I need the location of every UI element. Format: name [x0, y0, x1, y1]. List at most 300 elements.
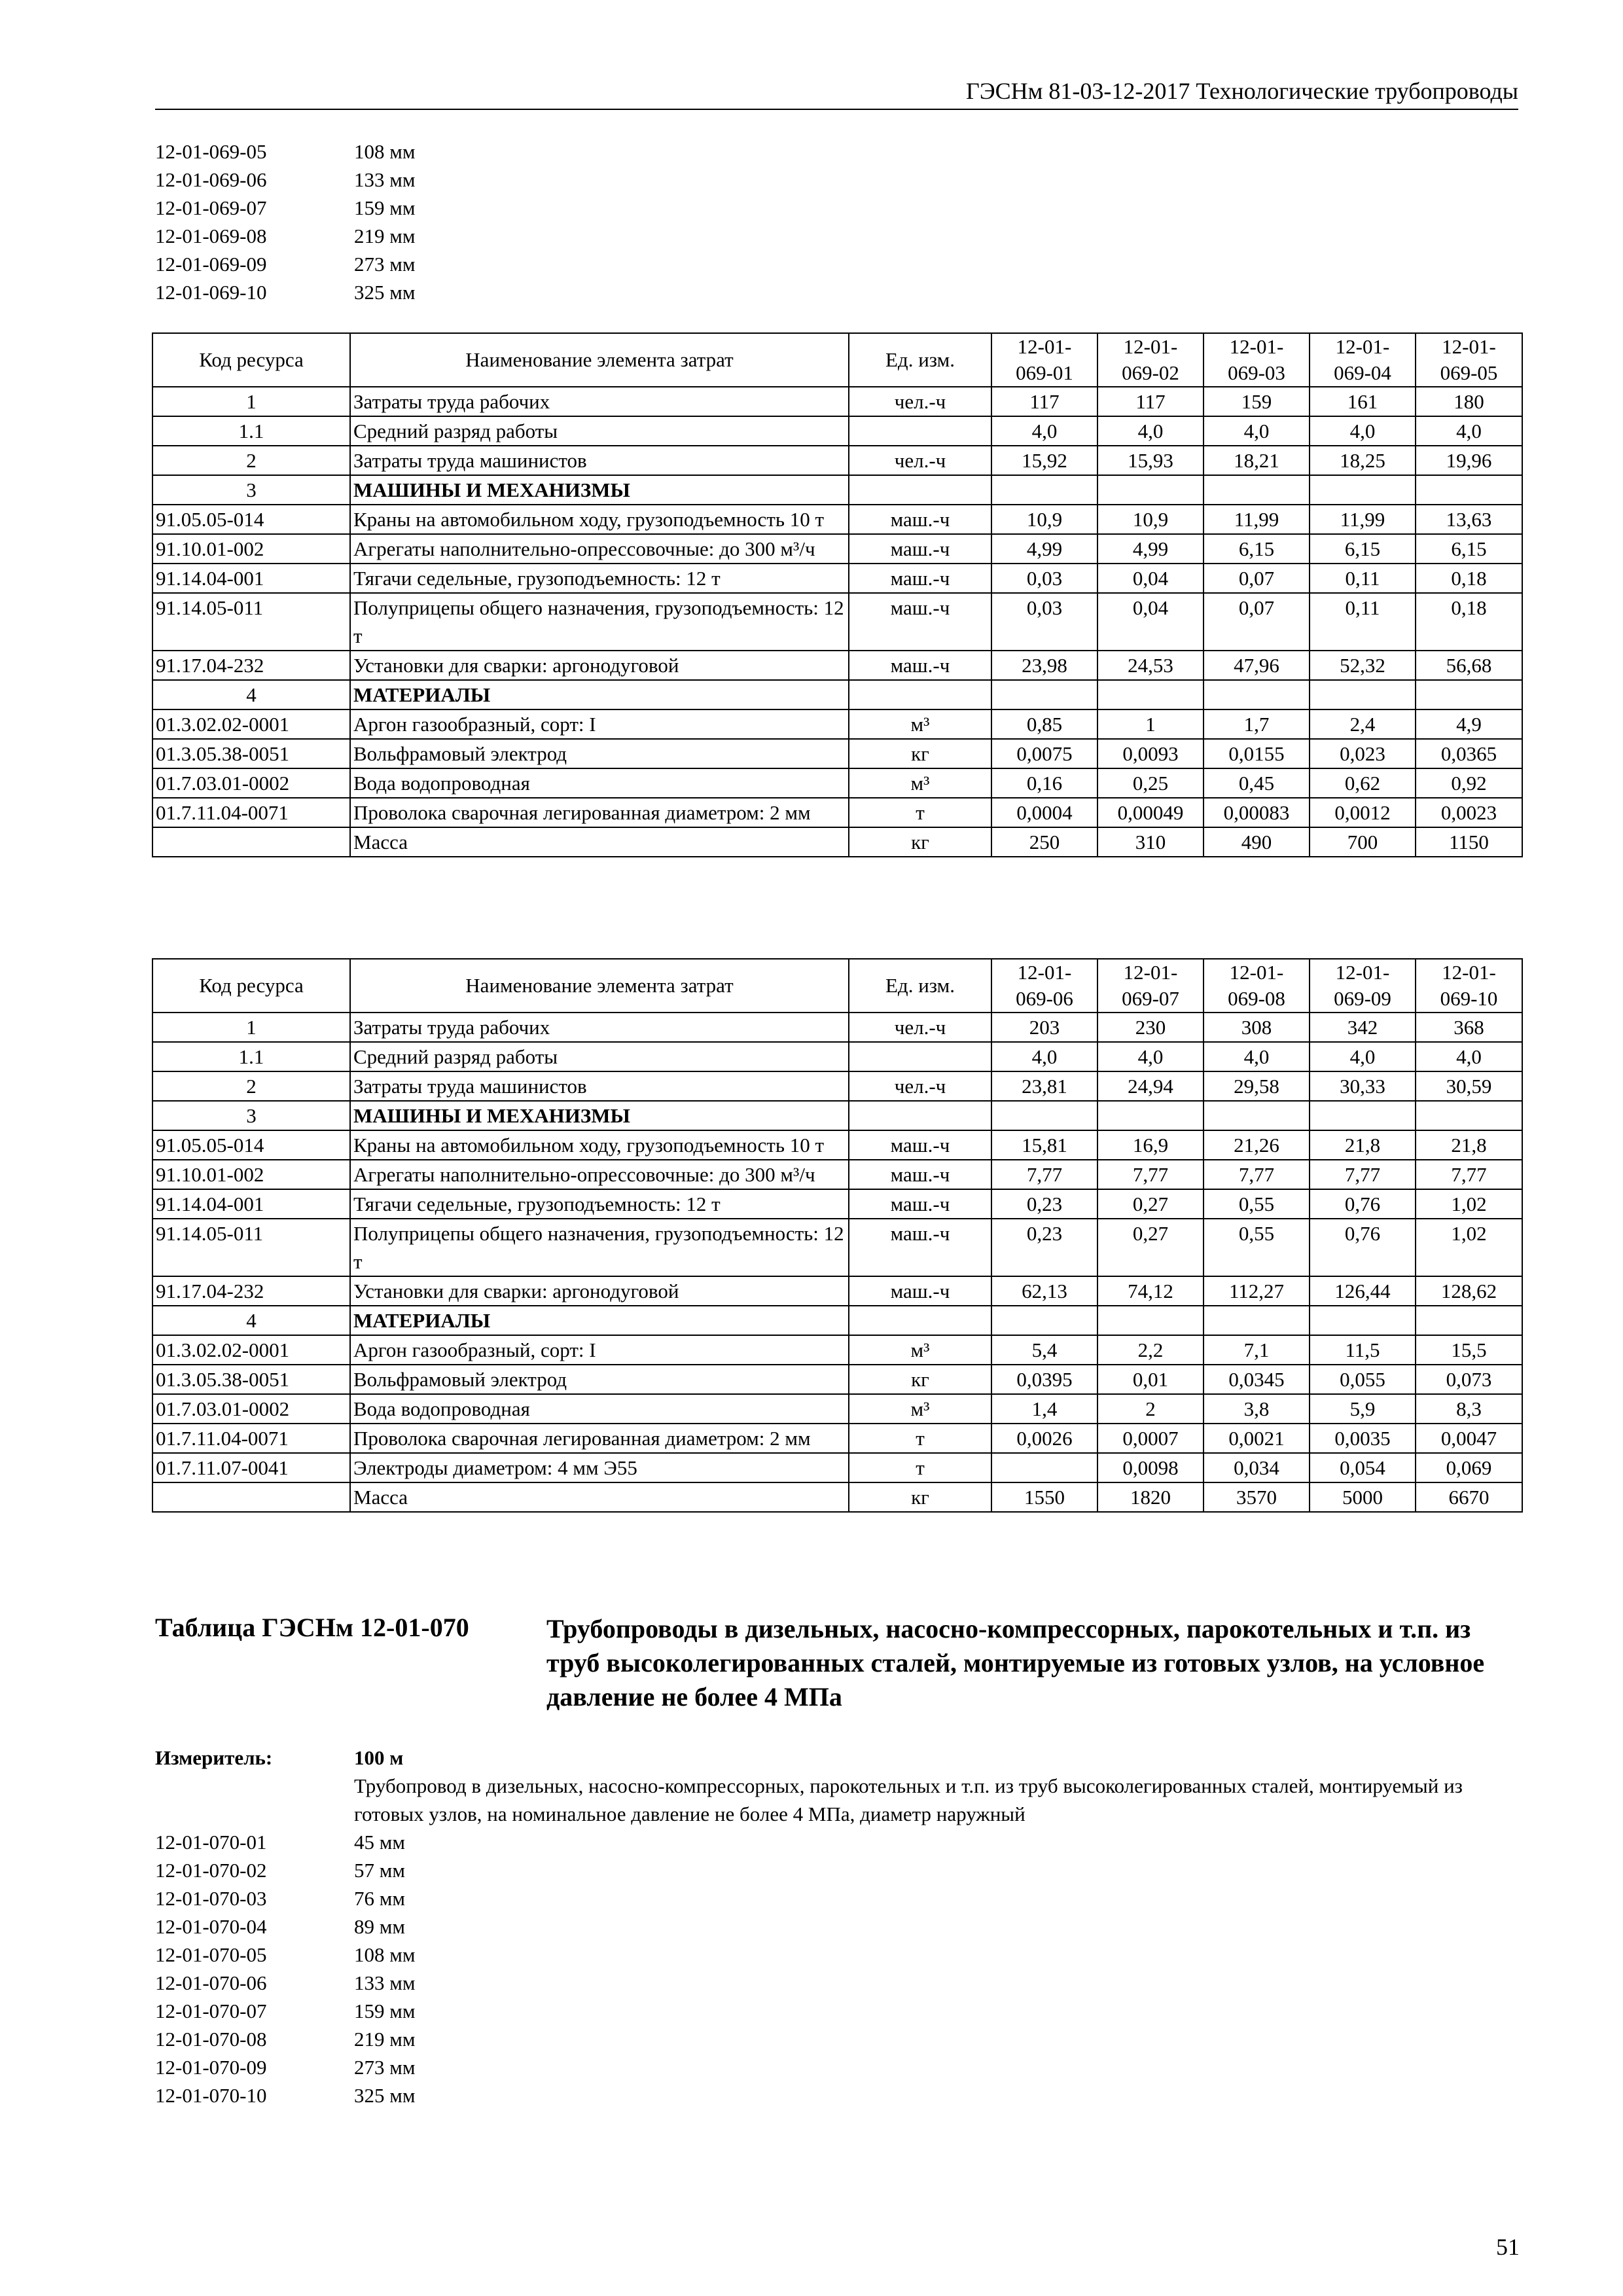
- table-cell-code: 91.10.01-002: [152, 1160, 350, 1189]
- resource-code: 12-01-070-07: [155, 2000, 267, 2022]
- table-cell-value: 2,4: [1310, 709, 1416, 739]
- table-cell-value: 117: [991, 387, 1097, 416]
- table-cell-unit: маш.-ч: [849, 1160, 991, 1189]
- table-cell-value: 0,069: [1416, 1453, 1522, 1482]
- table-cell-code: 01.3.02.02-0001: [152, 709, 350, 739]
- pipe-size: 57 мм: [354, 1859, 405, 1882]
- table-cell-value: 0,0035: [1310, 1424, 1416, 1453]
- table-row: [152, 1013, 1522, 1042]
- table-cell-value: 0,0093: [1097, 739, 1204, 768]
- table-cell-name: МАТЕРИАЛЫ: [350, 1306, 849, 1335]
- table-cell-value: 0,27: [1097, 1219, 1204, 1276]
- col-header-code: Код ресурса: [152, 333, 350, 387]
- pipe-size: 159 мм: [354, 196, 416, 219]
- resource-code: 12-01-069-09: [155, 253, 267, 276]
- table-cell-unit: [849, 416, 991, 446]
- list-item: [155, 250, 415, 278]
- table-cell-value: [991, 475, 1097, 505]
- table-row: [152, 1160, 1522, 1189]
- page-number: 51: [1496, 2234, 1520, 2260]
- table-cell-value: 0,023: [1310, 739, 1416, 768]
- resource-code: 12-01-070-05: [155, 1943, 267, 1966]
- list-item: [155, 137, 415, 166]
- col-header-name: Наименование элемента затрат: [350, 333, 849, 387]
- table-cell-value: 342: [1310, 1013, 1416, 1042]
- table-cell-value: 0,04: [1097, 593, 1204, 651]
- list-item: [155, 1856, 415, 1884]
- table-cell-value: [1204, 680, 1310, 709]
- resource-table-1: [152, 332, 1523, 857]
- table-cell-name: МАТЕРИАЛЫ: [350, 680, 849, 709]
- table-cell-unit: маш.-ч: [849, 651, 991, 680]
- resource-table-2: [152, 958, 1523, 1513]
- table-cell-value: 21,8: [1416, 1130, 1522, 1160]
- table-cell-value: [991, 680, 1097, 709]
- table-cell-value: 0,04: [1097, 564, 1204, 593]
- pipe-size: 273 мм: [354, 2056, 416, 2079]
- section-title: Трубопроводы в дизельных, насосно-компрессорных, парокотельных и т.п. из труб высоколегированных сталей, монтируемые из готовых узлов, на условное давление не более 4 МПа: [546, 1614, 1485, 1712]
- resource-code: 12-01-070-01: [155, 1831, 267, 1854]
- table-cell-value: 0,0155: [1204, 739, 1310, 768]
- col-header-unit: Ед. изм.: [849, 959, 991, 1013]
- table-cell-value: 180: [1416, 387, 1522, 416]
- table-cell-value: 0,00083: [1204, 798, 1310, 827]
- table-cell-value: 0,0012: [1310, 798, 1416, 827]
- table-cell-unit: кг: [849, 1482, 991, 1512]
- table-cell-unit: кг: [849, 739, 991, 768]
- table-cell-value: 4,0: [1310, 416, 1416, 446]
- table-cell-value: 7,77: [1310, 1160, 1416, 1189]
- col-header-value: 12-01- 069-06: [991, 959, 1097, 1013]
- pipe-size: 133 мм: [354, 1971, 416, 1994]
- table-cell-value: 0,85: [991, 709, 1097, 739]
- list-item: [155, 1912, 415, 1941]
- table-cell-value: 8,3: [1416, 1394, 1522, 1424]
- table-cell-value: [1097, 475, 1204, 505]
- table-cell-value: 3,8: [1204, 1394, 1310, 1424]
- table-cell-value: [991, 1101, 1097, 1130]
- table-cell-value: 1550: [991, 1482, 1097, 1512]
- table-cell-value: 0,0345: [1204, 1365, 1310, 1394]
- table-cell-code: 2: [152, 446, 350, 475]
- table-cell-value: 4,0: [991, 1042, 1097, 1071]
- table-cell-value: 0,18: [1416, 564, 1522, 593]
- table-cell-name: Электроды диаметром: 4 мм Э55: [350, 1453, 849, 1482]
- table-cell-value: 4,0: [1097, 416, 1204, 446]
- table-cell-value: 21,8: [1310, 1130, 1416, 1160]
- table-cell-name: МАШИНЫ И МЕХАНИЗМЫ: [350, 475, 849, 505]
- table-header-row: [152, 333, 1522, 387]
- table-cell-value: 10,9: [991, 505, 1097, 534]
- table-cell-value: 4,0: [1204, 416, 1310, 446]
- list-item: [155, 2081, 415, 2109]
- table-cell-unit: маш.-ч: [849, 1189, 991, 1219]
- table-cell-value: 10,9: [1097, 505, 1204, 534]
- table-cell-code: 01.7.11.07-0041: [152, 1453, 350, 1482]
- table-cell-value: 117: [1097, 387, 1204, 416]
- table-cell-value: 0,23: [991, 1189, 1097, 1219]
- table-cell-value: 4,99: [1097, 534, 1204, 564]
- pipe-size: 108 мм: [354, 140, 416, 163]
- section-label: Таблица ГЭСНм 12-01-070: [155, 1613, 469, 1642]
- table-cell-value: 230: [1097, 1013, 1204, 1042]
- table-cell-unit: чел.-ч: [849, 446, 991, 475]
- table-cell-value: [1310, 1306, 1416, 1335]
- table-cell-code: 91.05.05-014: [152, 505, 350, 534]
- table-cell-value: 47,96: [1204, 651, 1310, 680]
- table-cell-unit: чел.-ч: [849, 1013, 991, 1042]
- table-row: [152, 505, 1522, 534]
- pipe-size: 325 мм: [354, 2084, 416, 2107]
- table-row: [152, 387, 1522, 416]
- table-row: [152, 1306, 1522, 1335]
- table-cell-value: 6670: [1416, 1482, 1522, 1512]
- table-cell-value: 7,77: [991, 1160, 1097, 1189]
- table-cell-value: 2: [1097, 1394, 1204, 1424]
- table-cell-unit: маш.-ч: [849, 534, 991, 564]
- table-row: [152, 827, 1522, 857]
- table-cell-value: [1310, 1101, 1416, 1130]
- table-cell-value: 4,0: [1310, 1042, 1416, 1071]
- table-cell-code: [152, 827, 350, 857]
- resource-code: 12-01-070-02: [155, 1859, 267, 1882]
- table-cell-value: 203: [991, 1013, 1097, 1042]
- table-cell-value: 4,0: [991, 416, 1097, 446]
- table-cell-value: 0,23: [991, 1219, 1097, 1276]
- table-cell-value: [1097, 1101, 1204, 1130]
- col-header-value: 12-01- 069-01: [991, 333, 1097, 387]
- table-cell-name: Затраты труда рабочих: [350, 1013, 849, 1042]
- list-item: [155, 1884, 415, 1912]
- table-row: [152, 1130, 1522, 1160]
- table-cell-value: 0,01: [1097, 1365, 1204, 1394]
- table-cell-unit: чел.-ч: [849, 1071, 991, 1101]
- table-cell-code: 3: [152, 1101, 350, 1130]
- table-cell-unit: т: [849, 1424, 991, 1453]
- table-cell-unit: т: [849, 798, 991, 827]
- table-cell-value: 30,33: [1310, 1071, 1416, 1101]
- table-cell-value: 0,0047: [1416, 1424, 1522, 1453]
- table-cell-value: [1097, 680, 1204, 709]
- table-cell-unit: маш.-ч: [849, 505, 991, 534]
- table-cell-name: Масса: [350, 1482, 849, 1512]
- list-item: [155, 222, 415, 250]
- table-cell-name: Агрегаты наполнительно-опрессовочные: до 300 м³/ч: [350, 1160, 849, 1189]
- table-cell-value: 0,11: [1310, 593, 1416, 651]
- table-cell-code: 1: [152, 1013, 350, 1042]
- pipe-size: 219 мм: [354, 2028, 416, 2051]
- table-cell-value: [1097, 1306, 1204, 1335]
- table-cell-code: 91.14.04-001: [152, 1189, 350, 1219]
- table-cell-value: 159: [1204, 387, 1310, 416]
- table-cell-code: 4: [152, 680, 350, 709]
- measure-label: Измеритель:: [155, 1746, 273, 1769]
- table-cell-code: 91.17.04-232: [152, 1276, 350, 1306]
- table-cell-code: 4: [152, 1306, 350, 1335]
- resource-code: 12-01-069-10: [155, 281, 267, 304]
- table-cell-value: 6,15: [1310, 534, 1416, 564]
- table-cell-value: 0,55: [1204, 1189, 1310, 1219]
- table-cell-value: 0,034: [1204, 1453, 1310, 1482]
- table-row: [152, 1394, 1522, 1424]
- table-cell-unit: м³: [849, 1394, 991, 1424]
- table-cell-value: 1150: [1416, 827, 1522, 857]
- table-cell-value: 1: [1097, 709, 1204, 739]
- table-row: [152, 1276, 1522, 1306]
- table-cell-value: 1,02: [1416, 1189, 1522, 1219]
- table-cell-value: 4,0: [1416, 1042, 1522, 1071]
- table-cell-code: 3: [152, 475, 350, 505]
- table-cell-name: Агрегаты наполнительно-опрессовочные: до 300 м³/ч: [350, 534, 849, 564]
- table-cell-value: 11,99: [1310, 505, 1416, 534]
- table-cell-value: 0,0023: [1416, 798, 1522, 827]
- table-cell-value: 16,9: [1097, 1130, 1204, 1160]
- table-cell-value: 23,81: [991, 1071, 1097, 1101]
- table-cell-name: Вода водопроводная: [350, 1394, 849, 1424]
- table-cell-name: Тягачи седельные, грузоподъемность: 12 т: [350, 1189, 849, 1219]
- table-cell-value: [1416, 1306, 1522, 1335]
- table-cell-value: 310: [1097, 827, 1204, 857]
- table-cell-value: 15,81: [991, 1130, 1097, 1160]
- table-cell-unit: кг: [849, 1365, 991, 1394]
- table-cell-value: 1,4: [991, 1394, 1097, 1424]
- table-cell-value: 62,13: [991, 1276, 1097, 1306]
- table-cell-value: 7,77: [1204, 1160, 1310, 1189]
- header-title: ГЭСНм 81-03-12-2017 Технологические трубопроводы: [966, 78, 1518, 104]
- resource-code: 12-01-070-10: [155, 2084, 267, 2107]
- table-cell-value: 11,5: [1310, 1335, 1416, 1365]
- table-cell-value: 4,0: [1416, 416, 1522, 446]
- table-row: [152, 1071, 1522, 1101]
- table-cell-value: 0,073: [1416, 1365, 1522, 1394]
- table-cell-value: 52,32: [1310, 651, 1416, 680]
- table-cell-value: 7,77: [1416, 1160, 1522, 1189]
- table-cell-value: [1204, 1306, 1310, 1335]
- table-cell-value: 74,12: [1097, 1276, 1204, 1306]
- list-item: [155, 1969, 415, 1997]
- list-item: [155, 1997, 415, 2025]
- table-cell-value: 0,0075: [991, 739, 1097, 768]
- table-row: [152, 1453, 1522, 1482]
- table-cell-value: 1,02: [1416, 1219, 1522, 1276]
- table-row: [152, 680, 1522, 709]
- table-cell-value: [1204, 475, 1310, 505]
- resource-code: 12-01-069-06: [155, 168, 267, 191]
- pipe-size: 45 мм: [354, 1831, 405, 1854]
- table-cell-name: Вольфрамовый электрод: [350, 1365, 849, 1394]
- list-item: [155, 194, 415, 222]
- resource-code: 12-01-069-08: [155, 224, 267, 247]
- table-cell-name: Средний разряд работы: [350, 416, 849, 446]
- pipe-size: 133 мм: [354, 168, 416, 191]
- table-cell-value: 21,26: [1204, 1130, 1310, 1160]
- table-cell-value: 0,16: [991, 768, 1097, 798]
- table-cell-value: [1310, 475, 1416, 505]
- col-header-value: 12-01- 069-08: [1204, 959, 1310, 1013]
- pipe-size: 273 мм: [354, 253, 416, 276]
- table-cell-name: Тягачи седельные, грузоподъемность: 12 т: [350, 564, 849, 593]
- table-cell-value: 0,03: [991, 564, 1097, 593]
- table-cell-unit: чел.-ч: [849, 387, 991, 416]
- col-header-name: Наименование элемента затрат: [350, 959, 849, 1013]
- table-cell-value: [991, 1306, 1097, 1335]
- table-cell-unit: [849, 680, 991, 709]
- table-cell-value: 6,15: [1204, 534, 1310, 564]
- table-cell-code: 2: [152, 1071, 350, 1101]
- table-row: [152, 651, 1522, 680]
- table-cell-name: Аргон газообразный, сорт: I: [350, 709, 849, 739]
- table-row: [152, 709, 1522, 739]
- table-cell-value: 161: [1310, 387, 1416, 416]
- measure-description: Трубопровод в дизельных, насосно-компрессорных, парокотельных и т.п. из труб высоколегированных сталей, монтируемый из готовых узлов, на номинальное давление не более 4 МПа, диаметр наружный: [354, 1774, 1463, 1825]
- table-cell-unit: [849, 1042, 991, 1071]
- table-cell-value: 0,76: [1310, 1219, 1416, 1276]
- resource-code: 12-01-070-04: [155, 1915, 267, 1938]
- table-cell-value: 126,44: [1310, 1276, 1416, 1306]
- table-cell-value: 1820: [1097, 1482, 1204, 1512]
- list-item: [155, 2025, 415, 2053]
- table-cell-value: 7,77: [1097, 1160, 1204, 1189]
- table-cell-code: 01.7.03.01-0002: [152, 1394, 350, 1424]
- table-cell-name: Затраты труда рабочих: [350, 387, 849, 416]
- table-cell-value: 112,27: [1204, 1276, 1310, 1306]
- table-cell-code: 91.10.01-002: [152, 534, 350, 564]
- table-cell-name: Полуприцепы общего назначения, грузоподъемность: 12 т: [350, 593, 849, 651]
- col-header-value: 12-01- 069-10: [1416, 959, 1522, 1013]
- list-item: [155, 1941, 415, 1969]
- table-cell-value: 29,58: [1204, 1071, 1310, 1101]
- table-cell-value: 0,18: [1416, 593, 1522, 651]
- col-header-value: 12-01- 069-04: [1310, 333, 1416, 387]
- table-row: [152, 798, 1522, 827]
- table-cell-value: 6,15: [1416, 534, 1522, 564]
- table-cell-name: Установки для сварки: аргонодуговой: [350, 651, 849, 680]
- table-cell-name: Затраты труда машинистов: [350, 446, 849, 475]
- table-cell-value: 19,96: [1416, 446, 1522, 475]
- table-row: [152, 534, 1522, 564]
- table-cell-code: 1.1: [152, 1042, 350, 1071]
- table-cell-name: Масса: [350, 827, 849, 857]
- resource-code: 12-01-070-09: [155, 2056, 267, 2079]
- table-cell-name: Краны на автомобильном ходу, грузоподъемность 10 т: [350, 505, 849, 534]
- col-header-value: 12-01- 069-03: [1204, 333, 1310, 387]
- table-cell-code: 01.3.05.38-0051: [152, 739, 350, 768]
- table-cell-value: 308: [1204, 1013, 1310, 1042]
- measure-value: 100 м: [354, 1746, 404, 1769]
- page-header: [155, 72, 1518, 110]
- resource-code: 12-01-070-06: [155, 1971, 267, 1994]
- pipe-size: 219 мм: [354, 224, 416, 247]
- table-cell-value: 0,00049: [1097, 798, 1204, 827]
- table-cell-unit: м³: [849, 1335, 991, 1365]
- table-cell-value: [1204, 1101, 1310, 1130]
- table-cell-unit: м³: [849, 709, 991, 739]
- table-row: [152, 416, 1522, 446]
- table-row: [152, 446, 1522, 475]
- table-cell-code: [152, 1482, 350, 1512]
- table-cell-value: 0,45: [1204, 768, 1310, 798]
- table-cell-value: 15,5: [1416, 1335, 1522, 1365]
- table-cell-code: 91.14.04-001: [152, 564, 350, 593]
- table-cell-code: 91.05.05-014: [152, 1130, 350, 1160]
- table-cell-name: Вольфрамовый электрод: [350, 739, 849, 768]
- col-header-value: 12-01- 069-09: [1310, 959, 1416, 1013]
- table-row: [152, 1042, 1522, 1071]
- resource-code: 12-01-069-05: [155, 140, 267, 163]
- table-cell-unit: [849, 475, 991, 505]
- table-cell-value: 128,62: [1416, 1276, 1522, 1306]
- table-row: [152, 564, 1522, 593]
- table-cell-unit: маш.-ч: [849, 564, 991, 593]
- table-cell-value: 0,055: [1310, 1365, 1416, 1394]
- table-cell-unit: маш.-ч: [849, 1219, 991, 1276]
- table-row: [152, 1189, 1522, 1219]
- table-cell-unit: маш.-ч: [849, 1276, 991, 1306]
- table-cell-value: 5000: [1310, 1482, 1416, 1512]
- table-cell-code: 01.3.05.38-0051: [152, 1365, 350, 1394]
- table-cell-value: [1310, 680, 1416, 709]
- table-row: [152, 593, 1522, 651]
- pipe-size: 76 мм: [354, 1887, 405, 1910]
- table-row: [152, 1365, 1522, 1394]
- pipe-size: 325 мм: [354, 281, 416, 304]
- table-cell-name: Проволока сварочная легированная диаметром: 2 мм: [350, 798, 849, 827]
- table-cell-value: 15,93: [1097, 446, 1204, 475]
- table-cell-unit: м³: [849, 768, 991, 798]
- table-cell-value: 0,0026: [991, 1424, 1097, 1453]
- table-row: [152, 475, 1522, 505]
- bottom-code-list: [155, 1828, 415, 2109]
- table-row: [152, 1219, 1522, 1276]
- table-cell-value: 15,92: [991, 446, 1097, 475]
- table-cell-value: 1,7: [1204, 709, 1310, 739]
- table-cell-code: 01.7.03.01-0002: [152, 768, 350, 798]
- list-item: [155, 2053, 415, 2081]
- table-cell-value: 0,0021: [1204, 1424, 1310, 1453]
- table-cell-value: 5,4: [991, 1335, 1097, 1365]
- table-cell-value: 0,62: [1310, 768, 1416, 798]
- table-cell-name: Вода водопроводная: [350, 768, 849, 798]
- table-cell-unit: кг: [849, 827, 991, 857]
- table-cell-value: 368: [1416, 1013, 1522, 1042]
- col-header-value: 12-01- 069-07: [1097, 959, 1204, 1013]
- table-cell-code: 01.7.11.04-0071: [152, 1424, 350, 1453]
- table-cell-value: 18,25: [1310, 446, 1416, 475]
- table-cell-name: Установки для сварки: аргонодуговой: [350, 1276, 849, 1306]
- table-cell-value: 23,98: [991, 651, 1097, 680]
- table-row: [152, 768, 1522, 798]
- table-cell-value: 11,99: [1204, 505, 1310, 534]
- table-cell-unit: маш.-ч: [849, 593, 991, 651]
- table-cell-value: 4,0: [1204, 1042, 1310, 1071]
- table-cell-value: 0,25: [1097, 768, 1204, 798]
- table-cell-code: 91.14.05-011: [152, 1219, 350, 1276]
- table-cell-value: 0,11: [1310, 564, 1416, 593]
- table-cell-value: 4,9: [1416, 709, 1522, 739]
- table-cell-name: Проволока сварочная легированная диаметром: 2 мм: [350, 1424, 849, 1453]
- resource-code: 12-01-070-03: [155, 1887, 267, 1910]
- table-cell-value: [1416, 1101, 1522, 1130]
- table-cell-value: 7,1: [1204, 1335, 1310, 1365]
- pipe-size: 159 мм: [354, 2000, 416, 2022]
- table-cell-unit: маш.-ч: [849, 1130, 991, 1160]
- col-header-code: Код ресурса: [152, 959, 350, 1013]
- table-cell-name: Средний разряд работы: [350, 1042, 849, 1071]
- table-cell-value: 5,9: [1310, 1394, 1416, 1424]
- table-row: [152, 1424, 1522, 1453]
- table-row: [152, 739, 1522, 768]
- table-cell-name: Аргон газообразный, сорт: I: [350, 1335, 849, 1365]
